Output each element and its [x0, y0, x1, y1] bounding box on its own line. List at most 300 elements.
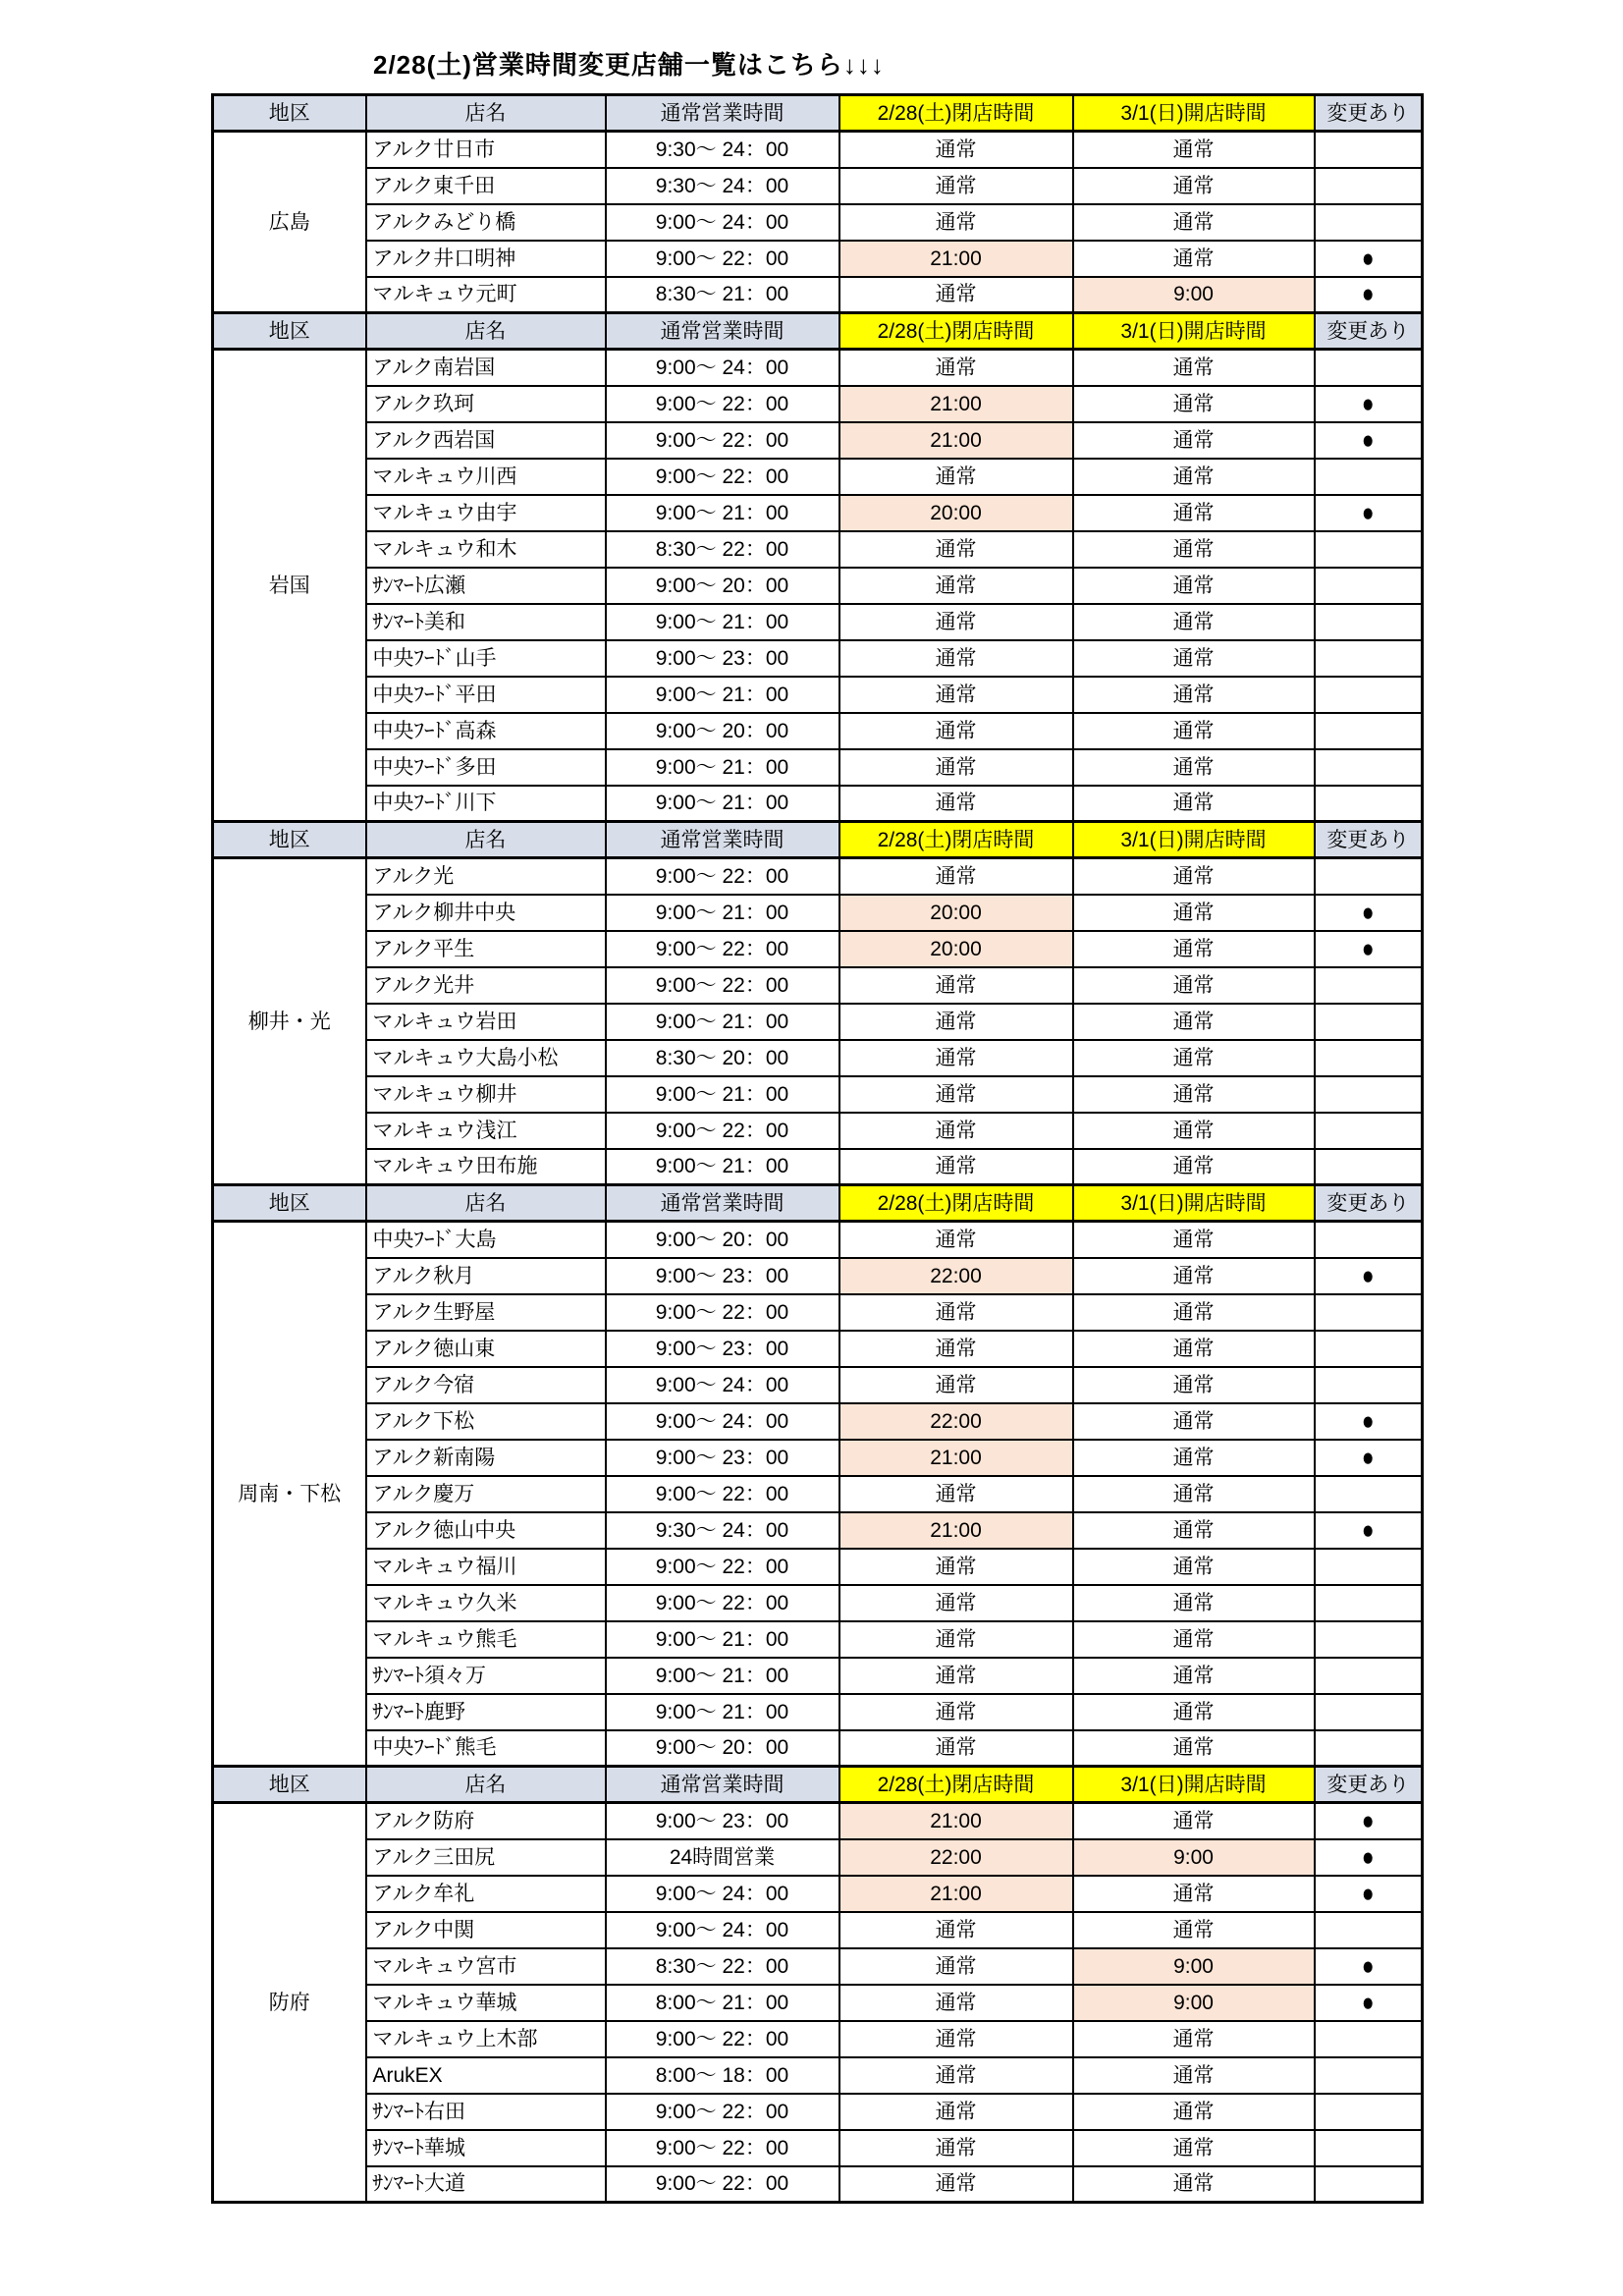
store-name-cell: アルク新南陽 — [366, 1440, 606, 1476]
change-mark-cell — [1315, 1403, 1423, 1440]
change-dot-icon: ● — [1361, 1879, 1375, 1908]
change-mark-cell — [1315, 1658, 1423, 1694]
store-row — [213, 1258, 1423, 1294]
normal-hours-cell: 9:00～ 22：00 — [606, 459, 839, 495]
normal-hours-cell: 9:00～ 22：00 — [606, 1585, 839, 1621]
close-time-cell: 通常 — [839, 1549, 1073, 1585]
store-row — [213, 386, 1423, 422]
change-mark-cell — [1315, 895, 1423, 931]
store-name-cell: マルキュウ川西 — [366, 459, 606, 495]
store-name-cell: ｻﾝﾏｰﾄ須々万 — [366, 1658, 606, 1694]
change-mark-cell — [1315, 1585, 1423, 1621]
district-cell: 岩国 — [213, 350, 366, 822]
normal-hours-cell: 9:00～ 24：00 — [606, 204, 839, 241]
store-row — [213, 1839, 1423, 1876]
column-header-1: 店名 — [366, 313, 606, 350]
column-header-4: 3/1(日)開店時間 — [1073, 1185, 1315, 1222]
close-time-cell: 22:00 — [839, 1403, 1073, 1440]
store-name-cell: マルキュウ浅江 — [366, 1113, 606, 1149]
change-mark-cell — [1315, 350, 1423, 386]
store-name-cell: マルキュウ華城 — [366, 1985, 606, 2021]
open-time-cell: 通常 — [1073, 531, 1315, 568]
store-name-cell: 中央ﾌｰﾄﾞ山手 — [366, 640, 606, 677]
column-header-0: 地区 — [213, 95, 366, 132]
open-time-cell: 通常 — [1073, 1512, 1315, 1549]
change-mark-cell — [1315, 1694, 1423, 1730]
normal-hours-cell: 8:00～ 21：00 — [606, 1985, 839, 2021]
store-name-cell: マルキュウ熊毛 — [366, 1621, 606, 1658]
change-dot-icon: ● — [1361, 934, 1375, 963]
open-time-cell: 通常 — [1073, 1113, 1315, 1149]
store-row — [213, 1912, 1423, 1948]
column-header-4: 3/1(日)開店時間 — [1073, 1767, 1315, 1803]
store-name-cell: マルキュウ由宇 — [366, 495, 606, 531]
normal-hours-cell: 8:00～ 18：00 — [606, 2057, 839, 2094]
close-time-cell: 通常 — [839, 2166, 1073, 2203]
normal-hours-cell: 9:00～ 22：00 — [606, 241, 839, 277]
store-row — [213, 1512, 1423, 1549]
store-row — [213, 1948, 1423, 1985]
store-name-cell: アルク徳山中央 — [366, 1512, 606, 1549]
change-mark-cell — [1315, 749, 1423, 786]
store-row — [213, 931, 1423, 967]
normal-hours-cell: 9:00～ 21：00 — [606, 1149, 839, 1185]
column-header-2: 通常営業時間 — [606, 1767, 839, 1803]
close-time-cell: 通常 — [839, 1040, 1073, 1076]
open-time-cell: 通常 — [1073, 786, 1315, 822]
column-header-1: 店名 — [366, 822, 606, 858]
change-dot-icon: ● — [1361, 1806, 1375, 1835]
store-name-cell: アルク生野屋 — [366, 1294, 606, 1331]
open-time-cell: 通常 — [1073, 931, 1315, 967]
store-name-cell: アルク徳山東 — [366, 1331, 606, 1367]
change-dot-icon: ● — [1361, 1988, 1375, 2017]
open-time-cell: 通常 — [1073, 1004, 1315, 1040]
open-time-cell: 通常 — [1073, 568, 1315, 604]
normal-hours-cell: 9:00～ 23：00 — [606, 1803, 839, 1839]
column-header-5: 変更あり — [1315, 1767, 1423, 1803]
store-name-cell: ｻﾝﾏｰﾄ鹿野 — [366, 1694, 606, 1730]
open-time-cell: 通常 — [1073, 1294, 1315, 1331]
change-mark-cell — [1315, 386, 1423, 422]
close-time-cell: 21:00 — [839, 241, 1073, 277]
change-mark-cell — [1315, 1985, 1423, 2021]
close-time-cell: 通常 — [839, 640, 1073, 677]
normal-hours-cell: 9:00～ 21：00 — [606, 895, 839, 931]
store-row — [213, 1985, 1423, 2021]
normal-hours-cell: 8:30～ 20：00 — [606, 1040, 839, 1076]
normal-hours-cell: 9:00～ 21：00 — [606, 1658, 839, 1694]
normal-hours-cell: 9:00～ 23：00 — [606, 1440, 839, 1476]
column-header-row — [213, 1767, 1423, 1803]
column-header-1: 店名 — [366, 1767, 606, 1803]
normal-hours-cell: 9:00～ 22：00 — [606, 386, 839, 422]
store-row — [213, 241, 1423, 277]
open-time-cell: 9:00 — [1073, 277, 1315, 313]
store-name-cell: アルク三田尻 — [366, 1839, 606, 1876]
close-time-cell: 通常 — [839, 1985, 1073, 2021]
store-row — [213, 168, 1423, 204]
close-time-cell: 通常 — [839, 1004, 1073, 1040]
close-time-cell: 通常 — [839, 2057, 1073, 2094]
change-dot-icon: ● — [1361, 1515, 1375, 1545]
close-time-cell: 通常 — [839, 604, 1073, 640]
store-name-cell: アルク廿日市 — [366, 132, 606, 168]
open-time-cell: 通常 — [1073, 1549, 1315, 1585]
change-mark-cell — [1315, 1076, 1423, 1113]
store-name-cell: ｻﾝﾏｰﾄ右田 — [366, 2094, 606, 2130]
normal-hours-cell: 9:00～ 22：00 — [606, 931, 839, 967]
open-time-cell: 通常 — [1073, 1694, 1315, 1730]
open-time-cell: 通常 — [1073, 677, 1315, 713]
change-mark-cell — [1315, 1367, 1423, 1403]
close-time-cell: 通常 — [839, 459, 1073, 495]
normal-hours-cell: 9:00～ 20：00 — [606, 1222, 839, 1258]
close-time-cell: 通常 — [839, 1113, 1073, 1149]
open-time-cell: 通常 — [1073, 2094, 1315, 2130]
open-time-cell: 通常 — [1073, 1367, 1315, 1403]
column-header-2: 通常営業時間 — [606, 313, 839, 350]
change-mark-cell — [1315, 1803, 1423, 1839]
open-time-cell: 通常 — [1073, 1803, 1315, 1839]
store-row — [213, 1113, 1423, 1149]
column-header-4: 3/1(日)開店時間 — [1073, 822, 1315, 858]
normal-hours-cell: 9:00～ 22：00 — [606, 1549, 839, 1585]
change-dot-icon: ● — [1361, 1951, 1375, 1981]
open-time-cell: 通常 — [1073, 459, 1315, 495]
column-header-row — [213, 313, 1423, 350]
column-header-0: 地区 — [213, 313, 366, 350]
close-time-cell: 通常 — [839, 568, 1073, 604]
store-name-cell: アルク玖珂 — [366, 386, 606, 422]
store-name-cell: アルク光井 — [366, 967, 606, 1004]
close-time-cell: 通常 — [839, 786, 1073, 822]
store-row — [213, 677, 1423, 713]
close-time-cell: 21:00 — [839, 1803, 1073, 1839]
change-mark-cell — [1315, 277, 1423, 313]
store-name-cell: 中央ﾌｰﾄﾞ高森 — [366, 713, 606, 749]
store-name-cell: アルク下松 — [366, 1403, 606, 1440]
store-name-cell: マルキュウ宮市 — [366, 1948, 606, 1985]
store-name-cell: アルク慶万 — [366, 1476, 606, 1512]
normal-hours-cell: 9:00～ 24：00 — [606, 1876, 839, 1912]
open-time-cell: 通常 — [1073, 1585, 1315, 1621]
column-header-5: 変更あり — [1315, 95, 1423, 132]
close-time-cell: 通常 — [839, 531, 1073, 568]
column-header-0: 地区 — [213, 1185, 366, 1222]
normal-hours-cell: 9:00～ 23：00 — [606, 1331, 839, 1367]
store-name-cell: アルク井口明神 — [366, 241, 606, 277]
change-mark-cell — [1315, 2094, 1423, 2130]
close-time-cell: 通常 — [839, 1222, 1073, 1258]
store-name-cell: マルキュウ和木 — [366, 531, 606, 568]
store-name-cell: 中央ﾌｰﾄﾞ熊毛 — [366, 1730, 606, 1767]
change-mark-cell — [1315, 459, 1423, 495]
normal-hours-cell: 9:30～ 24：00 — [606, 1512, 839, 1549]
change-dot-icon: ● — [1361, 1406, 1375, 1436]
store-name-cell: 中央ﾌｰﾄﾞ多田 — [366, 749, 606, 786]
column-header-4: 3/1(日)開店時間 — [1073, 313, 1315, 350]
normal-hours-cell: 9:30～ 24：00 — [606, 132, 839, 168]
normal-hours-cell: 24時間営業 — [606, 1839, 839, 1876]
store-row — [213, 713, 1423, 749]
open-time-cell: 通常 — [1073, 713, 1315, 749]
close-time-cell: 通常 — [839, 1476, 1073, 1512]
close-time-cell: 通常 — [839, 677, 1073, 713]
district-cell: 防府 — [213, 1803, 366, 2203]
normal-hours-cell: 9:00～ 21：00 — [606, 495, 839, 531]
change-mark-cell — [1315, 2057, 1423, 2094]
normal-hours-cell: 8:30～ 22：00 — [606, 1948, 839, 1985]
change-mark-cell — [1315, 677, 1423, 713]
close-time-cell: 21:00 — [839, 422, 1073, 459]
change-mark-cell — [1315, 640, 1423, 677]
column-header-3: 2/28(土)閉店時間 — [839, 1185, 1073, 1222]
change-mark-cell — [1315, 132, 1423, 168]
change-mark-cell — [1315, 967, 1423, 1004]
store-row — [213, 1549, 1423, 1585]
store-row — [213, 786, 1423, 822]
close-time-cell: 通常 — [839, 749, 1073, 786]
open-time-cell: 通常 — [1073, 204, 1315, 241]
store-row — [213, 1876, 1423, 1912]
normal-hours-cell: 9:00～ 20：00 — [606, 568, 839, 604]
column-header-3: 2/28(土)閉店時間 — [839, 313, 1073, 350]
change-mark-cell — [1315, 1222, 1423, 1258]
change-mark-cell — [1315, 1149, 1423, 1185]
store-row — [213, 459, 1423, 495]
column-header-row — [213, 95, 1423, 132]
store-name-cell: マルキュウ田布施 — [366, 1149, 606, 1185]
store-row — [213, 2130, 1423, 2166]
close-time-cell: 通常 — [839, 1730, 1073, 1767]
close-time-cell: 通常 — [839, 1331, 1073, 1367]
normal-hours-cell: 9:00～ 22：00 — [606, 422, 839, 459]
column-header-0: 地区 — [213, 1767, 366, 1803]
change-mark-cell — [1315, 1440, 1423, 1476]
store-row — [213, 495, 1423, 531]
change-mark-cell — [1315, 495, 1423, 531]
change-mark-cell — [1315, 204, 1423, 241]
open-time-cell: 9:00 — [1073, 1985, 1315, 2021]
normal-hours-cell: 8:30～ 22：00 — [606, 531, 839, 568]
close-time-cell: 通常 — [839, 2130, 1073, 2166]
close-time-cell: 通常 — [839, 713, 1073, 749]
column-header-0: 地区 — [213, 822, 366, 858]
store-row — [213, 568, 1423, 604]
store-name-cell: アルク秋月 — [366, 1258, 606, 1294]
change-mark-cell — [1315, 168, 1423, 204]
change-mark-cell — [1315, 1294, 1423, 1331]
normal-hours-cell: 9:00～ 21：00 — [606, 604, 839, 640]
district-cell: 柳井・光 — [213, 858, 366, 1185]
store-row — [213, 1403, 1423, 1440]
store-row — [213, 1294, 1423, 1331]
change-mark-cell — [1315, 1040, 1423, 1076]
change-mark-cell — [1315, 2130, 1423, 2166]
normal-hours-cell: 9:00～ 22：00 — [606, 2021, 839, 2057]
close-time-cell: 20:00 — [839, 495, 1073, 531]
open-time-cell: 通常 — [1073, 1912, 1315, 1948]
change-mark-cell — [1315, 1004, 1423, 1040]
close-time-cell: 20:00 — [839, 895, 1073, 931]
open-time-cell: 通常 — [1073, 2130, 1315, 2166]
page-title: 2/28(土)営業時間変更店舗一覧はこちら↓↓↓ — [373, 50, 885, 80]
normal-hours-cell: 9:00～ 22：00 — [606, 2094, 839, 2130]
store-row — [213, 895, 1423, 931]
normal-hours-cell: 9:00～ 21：00 — [606, 749, 839, 786]
open-time-cell: 通常 — [1073, 858, 1315, 895]
normal-hours-cell: 9:00～ 21：00 — [606, 786, 839, 822]
normal-hours-cell: 9:00～ 21：00 — [606, 1004, 839, 1040]
column-header-5: 変更あり — [1315, 313, 1423, 350]
close-time-cell: 通常 — [839, 967, 1073, 1004]
change-mark-cell — [1315, 1876, 1423, 1912]
store-name-cell: アルクみどり橋 — [366, 204, 606, 241]
store-row — [213, 1004, 1423, 1040]
normal-hours-cell: 9:00～ 24：00 — [606, 1912, 839, 1948]
store-row — [213, 2094, 1423, 2130]
column-header-row — [213, 1185, 1423, 1222]
normal-hours-cell: 9:00～ 22：00 — [606, 1476, 839, 1512]
open-time-cell: 通常 — [1073, 1222, 1315, 1258]
store-name-cell: アルク今宿 — [366, 1367, 606, 1403]
change-mark-cell — [1315, 568, 1423, 604]
close-time-cell: 通常 — [839, 1912, 1073, 1948]
normal-hours-cell: 9:00～ 22：00 — [606, 858, 839, 895]
column-header-1: 店名 — [366, 95, 606, 132]
store-name-cell: マルキュウ柳井 — [366, 1076, 606, 1113]
store-row — [213, 2021, 1423, 2057]
normal-hours-cell: 9:00～ 23：00 — [606, 1258, 839, 1294]
store-name-cell: アルク光 — [366, 858, 606, 895]
store-row — [213, 1440, 1423, 1476]
store-row — [213, 204, 1423, 241]
normal-hours-cell: 9:00～ 22：00 — [606, 1294, 839, 1331]
district-cell: 広島 — [213, 132, 366, 313]
normal-hours-cell: 9:00～ 22：00 — [606, 2130, 839, 2166]
normal-hours-cell: 9:00～ 23：00 — [606, 640, 839, 677]
normal-hours-cell: 9:00～ 21：00 — [606, 1694, 839, 1730]
store-name-cell: アルク防府 — [366, 1803, 606, 1839]
store-row — [213, 1730, 1423, 1767]
store-name-cell: アルク柳井中央 — [366, 895, 606, 931]
store-row — [213, 1621, 1423, 1658]
close-time-cell: 22:00 — [839, 1839, 1073, 1876]
close-time-cell: 通常 — [839, 2094, 1073, 2130]
store-name-cell: 中央ﾌｰﾄﾞ大島 — [366, 1222, 606, 1258]
store-row — [213, 2057, 1423, 2094]
normal-hours-cell: 9:00～ 22：00 — [606, 1113, 839, 1149]
store-row — [213, 1076, 1423, 1113]
store-name-cell: ｻﾝﾏｰﾄ大道 — [366, 2166, 606, 2203]
open-time-cell: 通常 — [1073, 1621, 1315, 1658]
open-time-cell: 通常 — [1073, 1040, 1315, 1076]
change-mark-cell — [1315, 1730, 1423, 1767]
normal-hours-cell: 9:00～ 21：00 — [606, 1076, 839, 1113]
open-time-cell: 通常 — [1073, 895, 1315, 931]
close-time-cell: 通常 — [839, 1076, 1073, 1113]
store-row — [213, 1658, 1423, 1694]
close-time-cell: 21:00 — [839, 1512, 1073, 1549]
open-time-cell: 通常 — [1073, 241, 1315, 277]
normal-hours-cell: 9:00～ 22：00 — [606, 2166, 839, 2203]
change-mark-cell — [1315, 1331, 1423, 1367]
store-name-cell: 中央ﾌｰﾄﾞ川下 — [366, 786, 606, 822]
change-mark-cell — [1315, 858, 1423, 895]
change-dot-icon: ● — [1361, 244, 1375, 273]
open-time-cell: 通常 — [1073, 604, 1315, 640]
store-row — [213, 1222, 1423, 1258]
store-name-cell: 中央ﾌｰﾄﾞ平田 — [366, 677, 606, 713]
open-time-cell: 通常 — [1073, 350, 1315, 386]
close-time-cell: 22:00 — [839, 1258, 1073, 1294]
column-header-3: 2/28(土)閉店時間 — [839, 822, 1073, 858]
change-mark-cell — [1315, 786, 1423, 822]
change-dot-icon: ● — [1361, 389, 1375, 418]
store-row — [213, 640, 1423, 677]
close-time-cell: 通常 — [839, 350, 1073, 386]
normal-hours-cell: 9:00～ 20：00 — [606, 713, 839, 749]
store-name-cell: アルク西岩国 — [366, 422, 606, 459]
store-row — [213, 2166, 1423, 2203]
store-row — [213, 1803, 1423, 1839]
open-time-cell: 通常 — [1073, 1076, 1315, 1113]
open-time-cell: 通常 — [1073, 967, 1315, 1004]
open-time-cell: 通常 — [1073, 2166, 1315, 2203]
column-header-1: 店名 — [366, 1185, 606, 1222]
store-row — [213, 132, 1423, 168]
open-time-cell: 通常 — [1073, 2057, 1315, 2094]
column-header-5: 変更あり — [1315, 1185, 1423, 1222]
column-header-2: 通常営業時間 — [606, 1185, 839, 1222]
close-time-cell: 通常 — [839, 1367, 1073, 1403]
normal-hours-cell: 9:00～ 22：00 — [606, 967, 839, 1004]
open-time-cell: 通常 — [1073, 386, 1315, 422]
open-time-cell: 通常 — [1073, 132, 1315, 168]
store-name-cell: マルキュウ元町 — [366, 277, 606, 313]
open-time-cell: 通常 — [1073, 1331, 1315, 1367]
open-time-cell: 通常 — [1073, 422, 1315, 459]
store-name-cell: マルキュウ岩田 — [366, 1004, 606, 1040]
store-row — [213, 422, 1423, 459]
close-time-cell: 通常 — [839, 1294, 1073, 1331]
store-row — [213, 1040, 1423, 1076]
change-mark-cell — [1315, 2021, 1423, 2057]
hours-table-body — [213, 95, 1423, 2203]
open-time-cell: 通常 — [1073, 640, 1315, 677]
store-row — [213, 277, 1423, 313]
change-mark-cell — [1315, 2166, 1423, 2203]
store-row — [213, 1367, 1423, 1403]
open-time-cell: 通常 — [1073, 1258, 1315, 1294]
change-mark-cell — [1315, 1512, 1423, 1549]
change-mark-cell — [1315, 1113, 1423, 1149]
store-name-cell: アルク中関 — [366, 1912, 606, 1948]
close-time-cell: 21:00 — [839, 1876, 1073, 1912]
store-row — [213, 350, 1423, 386]
close-time-cell: 21:00 — [839, 1440, 1073, 1476]
normal-hours-cell: 9:00～ 24：00 — [606, 1367, 839, 1403]
change-mark-cell — [1315, 1258, 1423, 1294]
open-time-cell: 9:00 — [1073, 1839, 1315, 1876]
close-time-cell: 通常 — [839, 1694, 1073, 1730]
open-time-cell: 通常 — [1073, 1149, 1315, 1185]
normal-hours-cell: 9:00～ 24：00 — [606, 1403, 839, 1440]
store-name-cell: アルク南岩国 — [366, 350, 606, 386]
change-mark-cell — [1315, 713, 1423, 749]
change-mark-cell — [1315, 1621, 1423, 1658]
